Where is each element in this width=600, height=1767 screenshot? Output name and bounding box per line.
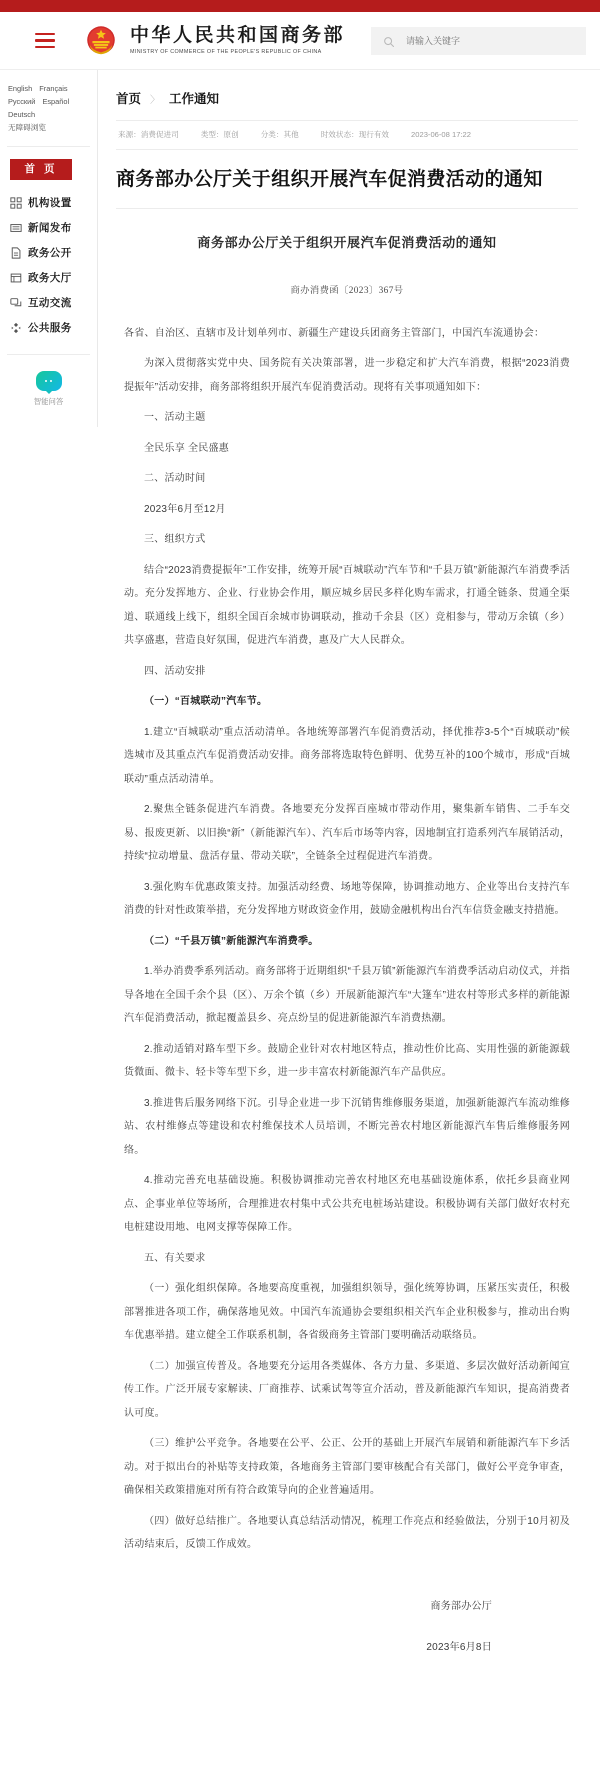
brand-title-cn: 中华人民共和国商务部 [130,24,346,46]
article-paragraph: 一、活动主题 [144,412,206,424]
article-paragraph: 三、组织方式 [144,534,206,546]
sidebar-item-label: 政务公开 [28,247,72,259]
brand-title-en: MINISTRY OF COMMERCE OF THE PEOPLE'S REPUBLIC OF CHINA [130,48,322,55]
hamburger-bar [35,33,55,35]
site-brand [130,26,345,55]
search-icon [383,35,395,47]
breadcrumb-current: 工作通知 [169,92,220,106]
sidebar [0,70,98,427]
sidebar-item-service-hall[interactable] [10,265,97,290]
lang-deutsch[interactable]: Deutsch [8,110,36,119]
language-switcher [0,82,97,135]
chat-dot [50,380,53,383]
sidebar-item-organization[interactable] [10,190,97,215]
sidebar-item-public-service[interactable] [10,315,97,340]
article-paragraph: （二）加强宣传普及。各地要充分运用各类媒体、各方力量、多渠道、多层次做好活动新闻宣传工作。广泛开展专家解读、厂商推荐、试乘试驾等宣介活动，普及新能源汽车知识，提高消费者认可度。 [124,1360,570,1419]
site-header [0,12,600,70]
page-title: 商务部办公厅关于组织开展汽车促消费活动的通知 [116,169,543,190]
chat-bubble-icon [36,371,62,391]
meta-status: 时效状态：现行有效 [320,130,390,139]
top-accent-bar [0,0,600,12]
article-paragraph: 3.强化购车优惠政策支持。加强活动经费、场地等保障，协调推动地方、企业等出台支持汽车消费的针对性政策举措，充分发挥地方财政资金作用，鼓励金融机构出台汽车信贷金融支持措施。 [124,881,570,917]
main-content [98,70,600,1710]
chat-assistant-label: 智能问答 [33,397,64,406]
article-paragraph: 2.聚焦全链条促进汽车消费。各地要充分发挥百座城市带动作用，聚集新车销售、二手车交易、报废更新、以旧换“新”（新能源汽车）、汽车后市场等内容，因地制宜打造系列汽车展销活动，持续“拉动增量、盘活存量、带动关联”，全链条全过程促进汽车消费。 [124,804,570,863]
language-row [8,108,97,121]
article-paragraph: 全民乐享 全民盛惠 [144,442,230,454]
article-paragraph: 结合“2023消费提振年”工作安排，统筹开展“百城联动”汽车节和“千县万镇”新能源汽车消费季活动。充分发挥地方、企业、行业协会作用，顺应城乡居民多样化购车需求，打通全链条、贯通全渠道、联通线上线下，组织全国百余城市协调联动，推动千余县（区）竞相参与，带动万余镇（乡）共享盛惠，营造良好氛围，促进汽车消费，惠及广大人民群众。 [124,564,570,647]
sidebar-divider [7,146,90,147]
hamburger-menu-icon[interactable] [22,33,68,48]
article-paragraph: 2.推动适销对路车型下乡。鼓励企业针对农村地区特点，推动性价比高、实用性强的新能源载货微面、微卡、轻卡等车型下乡，进一步丰富农村新能源汽车产品供应。 [124,1043,570,1079]
language-row [8,95,97,108]
article-paragraph: （二）“千县万镇”新能源汽车消费季。 [144,935,319,947]
article-paragraph: 1.建立“百城联动”重点活动清单。各地统筹部署汽车促消费活动，择优推荐3-5个“百城联动”候选城市及其重点汽车促消费活动安排。商务部将选取特色鲜明、优势互补的100个城市，形成“百城联动”重点活动清单。 [124,726,570,785]
search-bar[interactable] [371,27,586,55]
accessibility-link[interactable]: 无障碍浏览 [8,123,46,132]
article-paragraph: 五、有关要求 [144,1252,206,1264]
meta-type: 类型：原创 [200,130,239,139]
newspaper-icon [10,222,22,234]
article-paragraph: 1.举办消费季系列活动。商务部将于近期组织“千县万镇”新能源汽车消费季活动启动仪式，并指导各地在全国千余个县（区）、万余个镇（乡）开展新能源汽车“大篷车”进农村等形式多样的新能源汽车促消费活动，掀起覆盖县乡、亮点纷呈的促进新能源汽车消费热潮。 [124,966,570,1025]
article-body [116,209,578,1710]
sidebar-item-home[interactable]: 首 页 [10,159,72,180]
sidebar-item-interaction[interactable] [10,290,97,315]
chat-exchange-icon [10,297,22,309]
hamburger-bar [35,46,55,48]
article-paragraph: （三）维护公平竞争。各地要在公平、公正、公开的基础上开展汽车展销和新能源汽车下乡活动。对于拟出台的补贴等支持政策，各地商务主管部门要审核配合有关部门，做好公平竞争审查，确保相关政策措施对所有符合政策导向的企业普遍适用。 [124,1438,570,1497]
article-paragraphs [124,322,570,1557]
signature-date: 2023年6月8日 [426,1642,492,1654]
building-icon [10,272,22,284]
lang-francais[interactable]: Français [39,84,68,93]
sidebar-item-label: 公共服务 [28,322,72,334]
lang-espanol[interactable]: Español [42,97,70,106]
chat-assistant-widget[interactable] [0,371,97,407]
search-input[interactable] [404,35,574,47]
article-paragraph: 3.推进售后服务网络下沉。引导企业进一步下沉销售维修服务渠道，加强新能源汽车流动维修站、农村维修点等建设和农村维保技术人员培训，不断完善农村地区新能源汽车售后维修服务网络。 [124,1097,570,1156]
sidebar-item-news[interactable] [10,215,97,240]
meta-datetime: 2023-06-08 17:22 [411,130,471,139]
lang-russian[interactable]: Русский [8,97,36,106]
breadcrumb [116,84,578,112]
document-icon [10,247,22,259]
sidebar-item-affairs-open[interactable] [10,240,97,265]
service-icon [10,322,22,334]
article-paragraph: （四）做好总结推广。各地要认真总结活动情况，梳理工作亮点和经验做法，分别于10月初及活动结束后，反馈工作成效。 [124,1515,570,1551]
content-wrapper [0,70,600,1710]
sidebar-nav [0,159,97,340]
sidebar-item-label: 互动交流 [28,297,72,309]
lang-english[interactable]: English [8,84,33,93]
meta-category: 分类：其他 [260,130,299,139]
chat-dot [45,380,48,383]
article-paragraph: 为深入贯彻落实党中央、国务院有关决策部署，进一步稳定和扩大汽车消费，根据“2023消费提振年”活动安排，商务部将组织开展汽车促消费活动。现将有关事项通知如下： [124,358,570,393]
meta-source: 来源：消费促进司 [118,130,179,139]
signature-organization: 商务部办公厅 [430,1600,492,1612]
document-number: 商办消费函〔2023〕367号 [290,285,404,296]
article-paragraph: 二、活动时间 [144,473,206,485]
article-meta [116,121,578,149]
hamburger-bar [35,39,55,41]
national-emblem-icon [82,22,120,60]
article-paragraph: （一）“百城联动”汽车节。 [144,696,268,708]
breadcrumb-home[interactable]: 首页 [116,92,142,106]
breadcrumb-separator: 〉 [150,94,161,106]
article-paragraph: 2023年6月至12月 [144,503,226,515]
rule [116,149,578,150]
article-heading: 商务部办公厅关于组织开展汽车促消费活动的通知 [197,234,497,250]
article-paragraph: （一）强化组织保障。各地要高度重视，加强组织领导，强化统筹协调，压紧压实责任，积极部署推进各项工作，确保落地见效。中国汽车流通协会要组织相关汽车企业积极参与，推动出台购车优惠举措。建立健全工作联系机制，各省级商务主管部门要明确活动联络员。 [124,1283,570,1342]
grid-icon [10,197,22,209]
sidebar-item-label: 机构设置 [28,197,72,209]
sidebar-item-label: 新闻发布 [28,222,72,234]
language-row [8,82,97,95]
sidebar-item-label: 政务大厅 [28,272,72,284]
article-paragraph: 4.推动完善充电基础设施。积极协调推动完善农村地区充电基础设施体系，依托乡县商业网点、企事业单位等场所，合理推进农村集中式公共充电桩场站建设。积极协调有关部门做好农村充电桩建设用地、电网支撑等保障工作。 [124,1175,570,1234]
article-paragraph: 各省、自治区、直辖市及计划单列市、新疆生产建设兵团商务主管部门，中国汽车流通协会： [124,327,545,339]
sidebar-divider [7,354,90,355]
article-paragraph: 四、活动安排 [144,665,206,677]
